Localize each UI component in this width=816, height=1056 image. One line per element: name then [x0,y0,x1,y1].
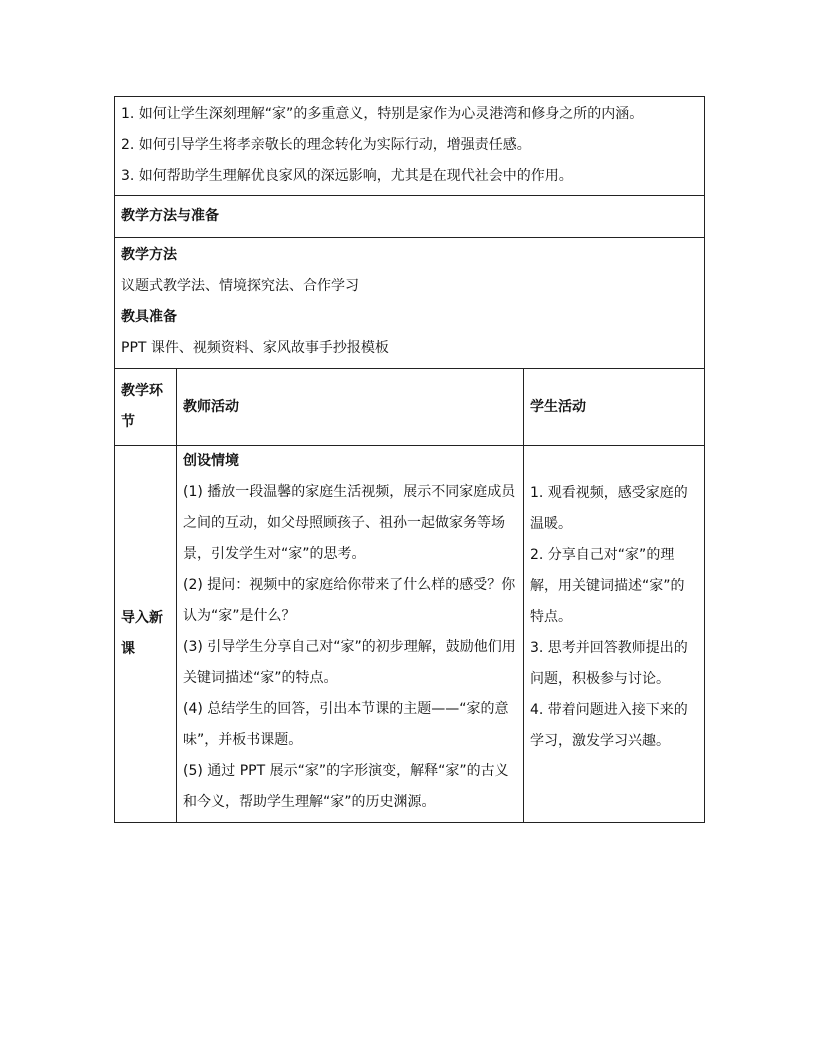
teacher-activity-item: (1) 播放一段温馨的家庭生活视频，展示不同家庭成员之间的互动，如父母照顾孩子、祖孙一起做家务等场景，引发学生对“家”的思考。 [183,484,516,562]
teacher-activity-cell [177,446,524,823]
difficulty-item: 1. 如何让学生深刻理解“家”的多重意义，特别是家作为心灵港湾和修身之所的内涵。 [121,106,644,122]
difficulties-cell [115,97,705,196]
teacher-column-header: 教师活动 [177,369,524,446]
tools-title: 教具准备 [121,309,177,325]
methods-section-header-row [115,196,705,238]
difficulty-item: 3. 如何帮助学生理解优良家风的深远影响，尤其是在现代社会中的作用。 [121,168,573,184]
method-text: 议题式教学法、情境探究法、合作学习 [121,278,359,294]
tools-text: PPT 课件、视频资料、家风故事手抄报模板 [121,340,389,356]
student-activity-cell [524,446,705,823]
teacher-activity-item: (2) 提问：视频中的家庭给你带来了什么样的感受？你认为“家”是什么？ [183,577,516,624]
student-activity-item: 3. 思考并回答教师提出的问题，积极参与讨论。 [530,640,688,687]
difficulties-row [115,97,705,196]
student-activity-item: 2. 分享自己对“家”的理解，用关键词描述“家”的特点。 [530,547,685,625]
teacher-activity-item: (4) 总结学生的回答，引出本节课的主题——“家的意味”，并板书课题。 [183,701,509,748]
step-column-header: 教学环节 [115,369,177,446]
student-column-header: 学生活动 [524,369,705,446]
methods-cell [115,238,705,369]
step-name: 导入新课 [115,446,177,823]
process-row [115,446,705,823]
methods-section-title: 教学方法与准备 [115,196,705,238]
methods-row [115,238,705,369]
difficulty-item: 2. 如何引导学生将孝亲敬长的理念转化为实际行动，增强责任感。 [121,137,531,153]
teacher-activity-item: (3) 引导学生分享自己对“家”的初步理解，鼓励他们用关键词描述“家”的特点。 [183,639,516,686]
student-activity-item: 1. 观看视频，感受家庭的温暖。 [530,485,688,532]
student-activity-item: 4. 带着问题进入接下来的学习，激发学习兴趣。 [530,702,688,749]
teacher-activity-title: 创设情境 [183,453,239,469]
method-title: 教学方法 [121,247,177,263]
process-header-row [115,369,705,446]
lesson-plan-table [114,96,705,823]
teacher-activity-item: (5) 通过 PPT 展示“家”的字形演变，解释“家”的古义和今义，帮助学生理解“家”的历史渊源。 [183,763,509,810]
